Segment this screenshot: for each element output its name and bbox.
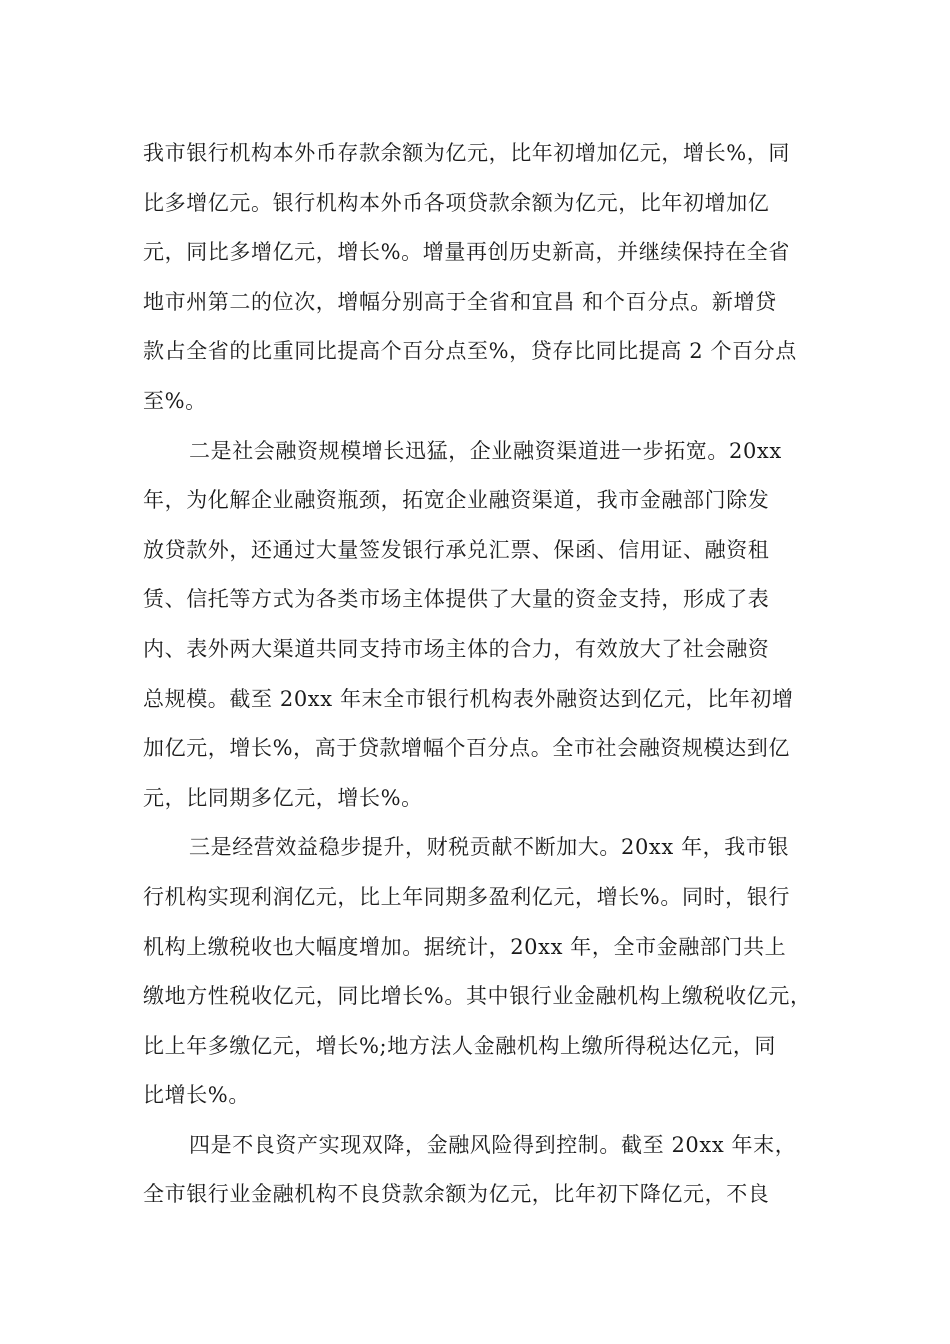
paragraph-deposits-loans <box>143 129 818 427</box>
paragraph-bad-assets <box>143 1121 818 1220</box>
text-line: 内、表外两大渠道共同支持市场主体的合力，有效放大了社会融资 <box>143 636 770 661</box>
text-line: 行机构实现利润亿元，比上年同期多盈利亿元，增长%。同时，银行 <box>143 884 790 909</box>
text-line: 赁、信托等方式为各类市场主体提供了大量的资金支持，形成了表 <box>143 587 770 612</box>
text-line: 机构上缴税收也大幅度增加。据统计，20xx 年，全市金融部门共上 <box>143 934 787 959</box>
text-line: 比增长%。 <box>143 1083 250 1108</box>
text-line: 放贷款外，还通过大量签发银行承兑汇票、保函、信用证、融资租 <box>143 537 770 562</box>
text-line: 四是不良资产实现双降，金融风险得到控制。截至 20xx 年末， <box>189 1132 797 1157</box>
text-line: 至%。 <box>143 388 207 413</box>
text-line: 二是社会融资规模增长迅猛，企业融资渠道进一步拓宽。20xx <box>189 438 782 463</box>
text-line: 地市州第二的位次，增幅分别高于全省和宜昌 和个百分点。新增贷 <box>143 289 777 314</box>
paragraph-profit-tax <box>143 823 818 1121</box>
paragraph-social-financing <box>143 427 818 824</box>
text-line: 年，为化解企业融资瓶颈，拓宽企业融资渠道，我市金融部门除发 <box>143 488 770 513</box>
text-line: 款占全省的比重同比提高个百分点至%，贷存比同比提高 2 个百分点 <box>143 339 797 364</box>
text-line: 元，比同期多亿元，增长%。 <box>143 785 423 810</box>
text-line: 比上年多缴亿元，增长%;地方法人金融机构上缴所得税达亿元，同 <box>143 1033 777 1058</box>
text-line: 我市银行机构本外币存款余额为亿元，比年初增加亿元，增长%，同 <box>143 141 790 165</box>
text-line: 三是经营效益稳步提升，财税贡献不断加大。20xx 年，我市银 <box>189 835 790 860</box>
document-body <box>143 129 818 1220</box>
text-line: 元，同比多增亿元，增长%。增量再创历史新高，并继续保持在全省 <box>143 240 790 265</box>
text-line: 比多增亿元。银行机构本外币各项贷款余额为亿元，比年初增加亿 <box>143 190 770 215</box>
text-line: 缴地方性税收亿元，同比增长%。其中银行业金融机构上缴税收亿元， <box>143 984 812 1009</box>
text-line: 全市银行业金融机构不良贷款余额为亿元，比年初下降亿元，不良 <box>143 1182 770 1207</box>
text-line: 总规模。截至 20xx 年末全市银行机构表外融资达到亿元，比年初增 <box>143 686 794 711</box>
text-line: 加亿元，增长%，高于贷款增幅个百分点。全市社会融资规模达到亿 <box>143 736 790 761</box>
